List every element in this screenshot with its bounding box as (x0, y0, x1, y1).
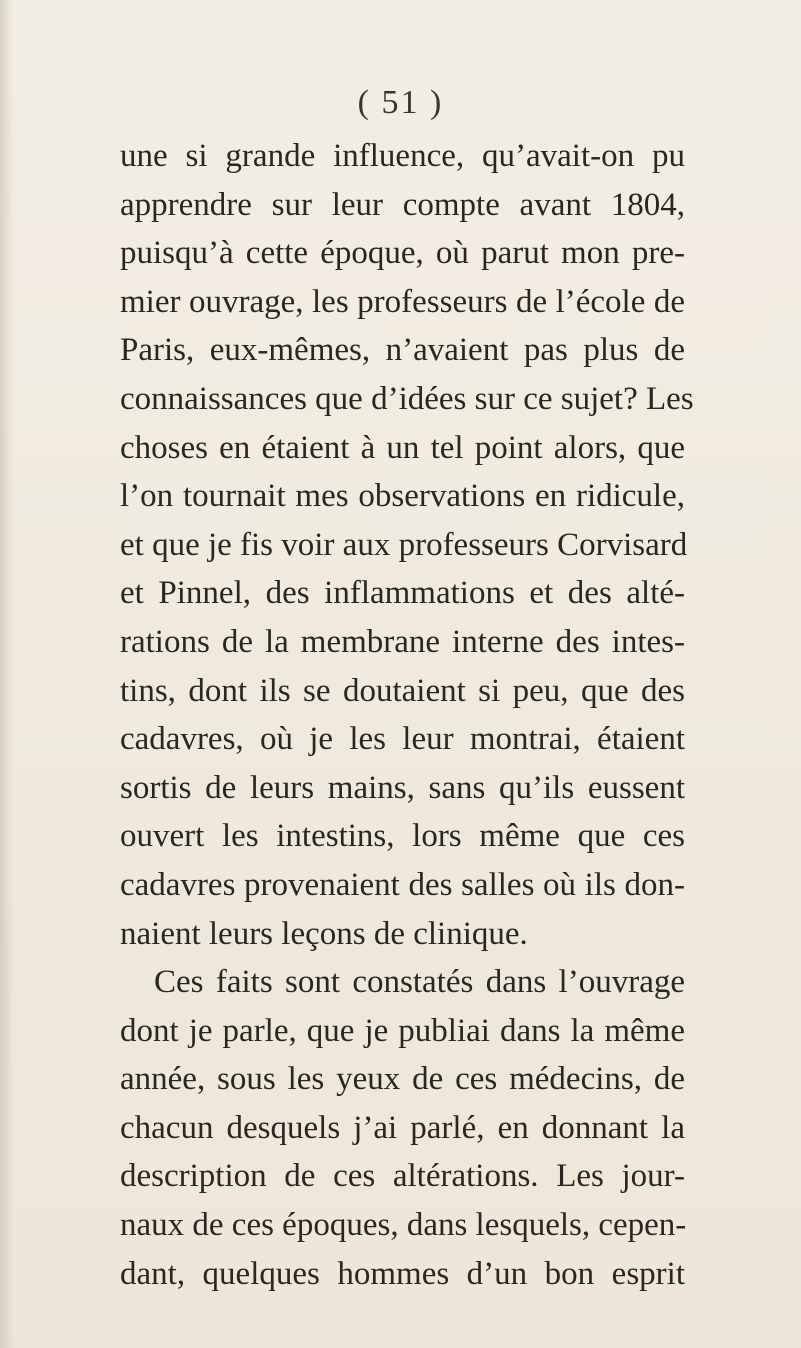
text-line: sortis de leurs mains, sans qu’ils eussent (120, 769, 685, 806)
text-line: dont je parle, que je publiai dans la même (120, 1012, 685, 1049)
text-line: mier ouvrage, les professeurs de l’école de (120, 283, 685, 320)
text-line: et Pinnel, des inflammations et des alté- (120, 575, 685, 612)
text-line: année, sous les yeux de ces médecins, de (120, 1061, 685, 1098)
text-line: l’on tournait mes observations en ridicule, (120, 478, 685, 515)
text-line: et que je fis voir aux professeurs Corvisard (120, 526, 688, 563)
text-line: connaissances que d’idées sur ce sujet? Les (120, 380, 694, 417)
body-text (120, 132, 694, 1298)
text-line: rations de la membrane interne des intes- (120, 623, 685, 660)
text-line: puisqu’à cette époque, où parut mon pre- (120, 235, 685, 272)
text-line: choses en étaient à un tel point alors, que (120, 429, 685, 466)
text-line: cadavres provenaient des salles où ils don- (120, 866, 685, 903)
text-line: une si grande influence, qu’avait-on pu (120, 138, 685, 174)
text-line: apprendre sur leur compte avant 1804, (120, 186, 685, 223)
text-line-paragraph-start: Ces faits sont constatés dans l’ouvrage (154, 964, 685, 1001)
text-line: ouvert les intestins, lors même que ces (120, 818, 685, 855)
text-line: dant, quelques hommes d’un bon esprit (120, 1255, 685, 1292)
text-line-paragraph-end: naient leurs leçons de clinique. (120, 915, 528, 952)
text-line: description de ces altérations. Les jour- (120, 1158, 685, 1195)
page-gutter-shadow (0, 0, 14, 1348)
text-line: cadavres, où je les leur montrai, étaient (120, 721, 685, 758)
text-line: tins, dont ils se doutaient si peu, que des (120, 672, 685, 709)
text-line: naux de ces époques, dans lesquels, cepen- (120, 1207, 687, 1244)
page-number: ( 51 ) (357, 84, 444, 121)
text-line: chacun desquels j’ai parlé, en donnant la (120, 1109, 685, 1146)
text-line: Paris, eux-mêmes, n’avaient pas plus de (120, 332, 685, 369)
